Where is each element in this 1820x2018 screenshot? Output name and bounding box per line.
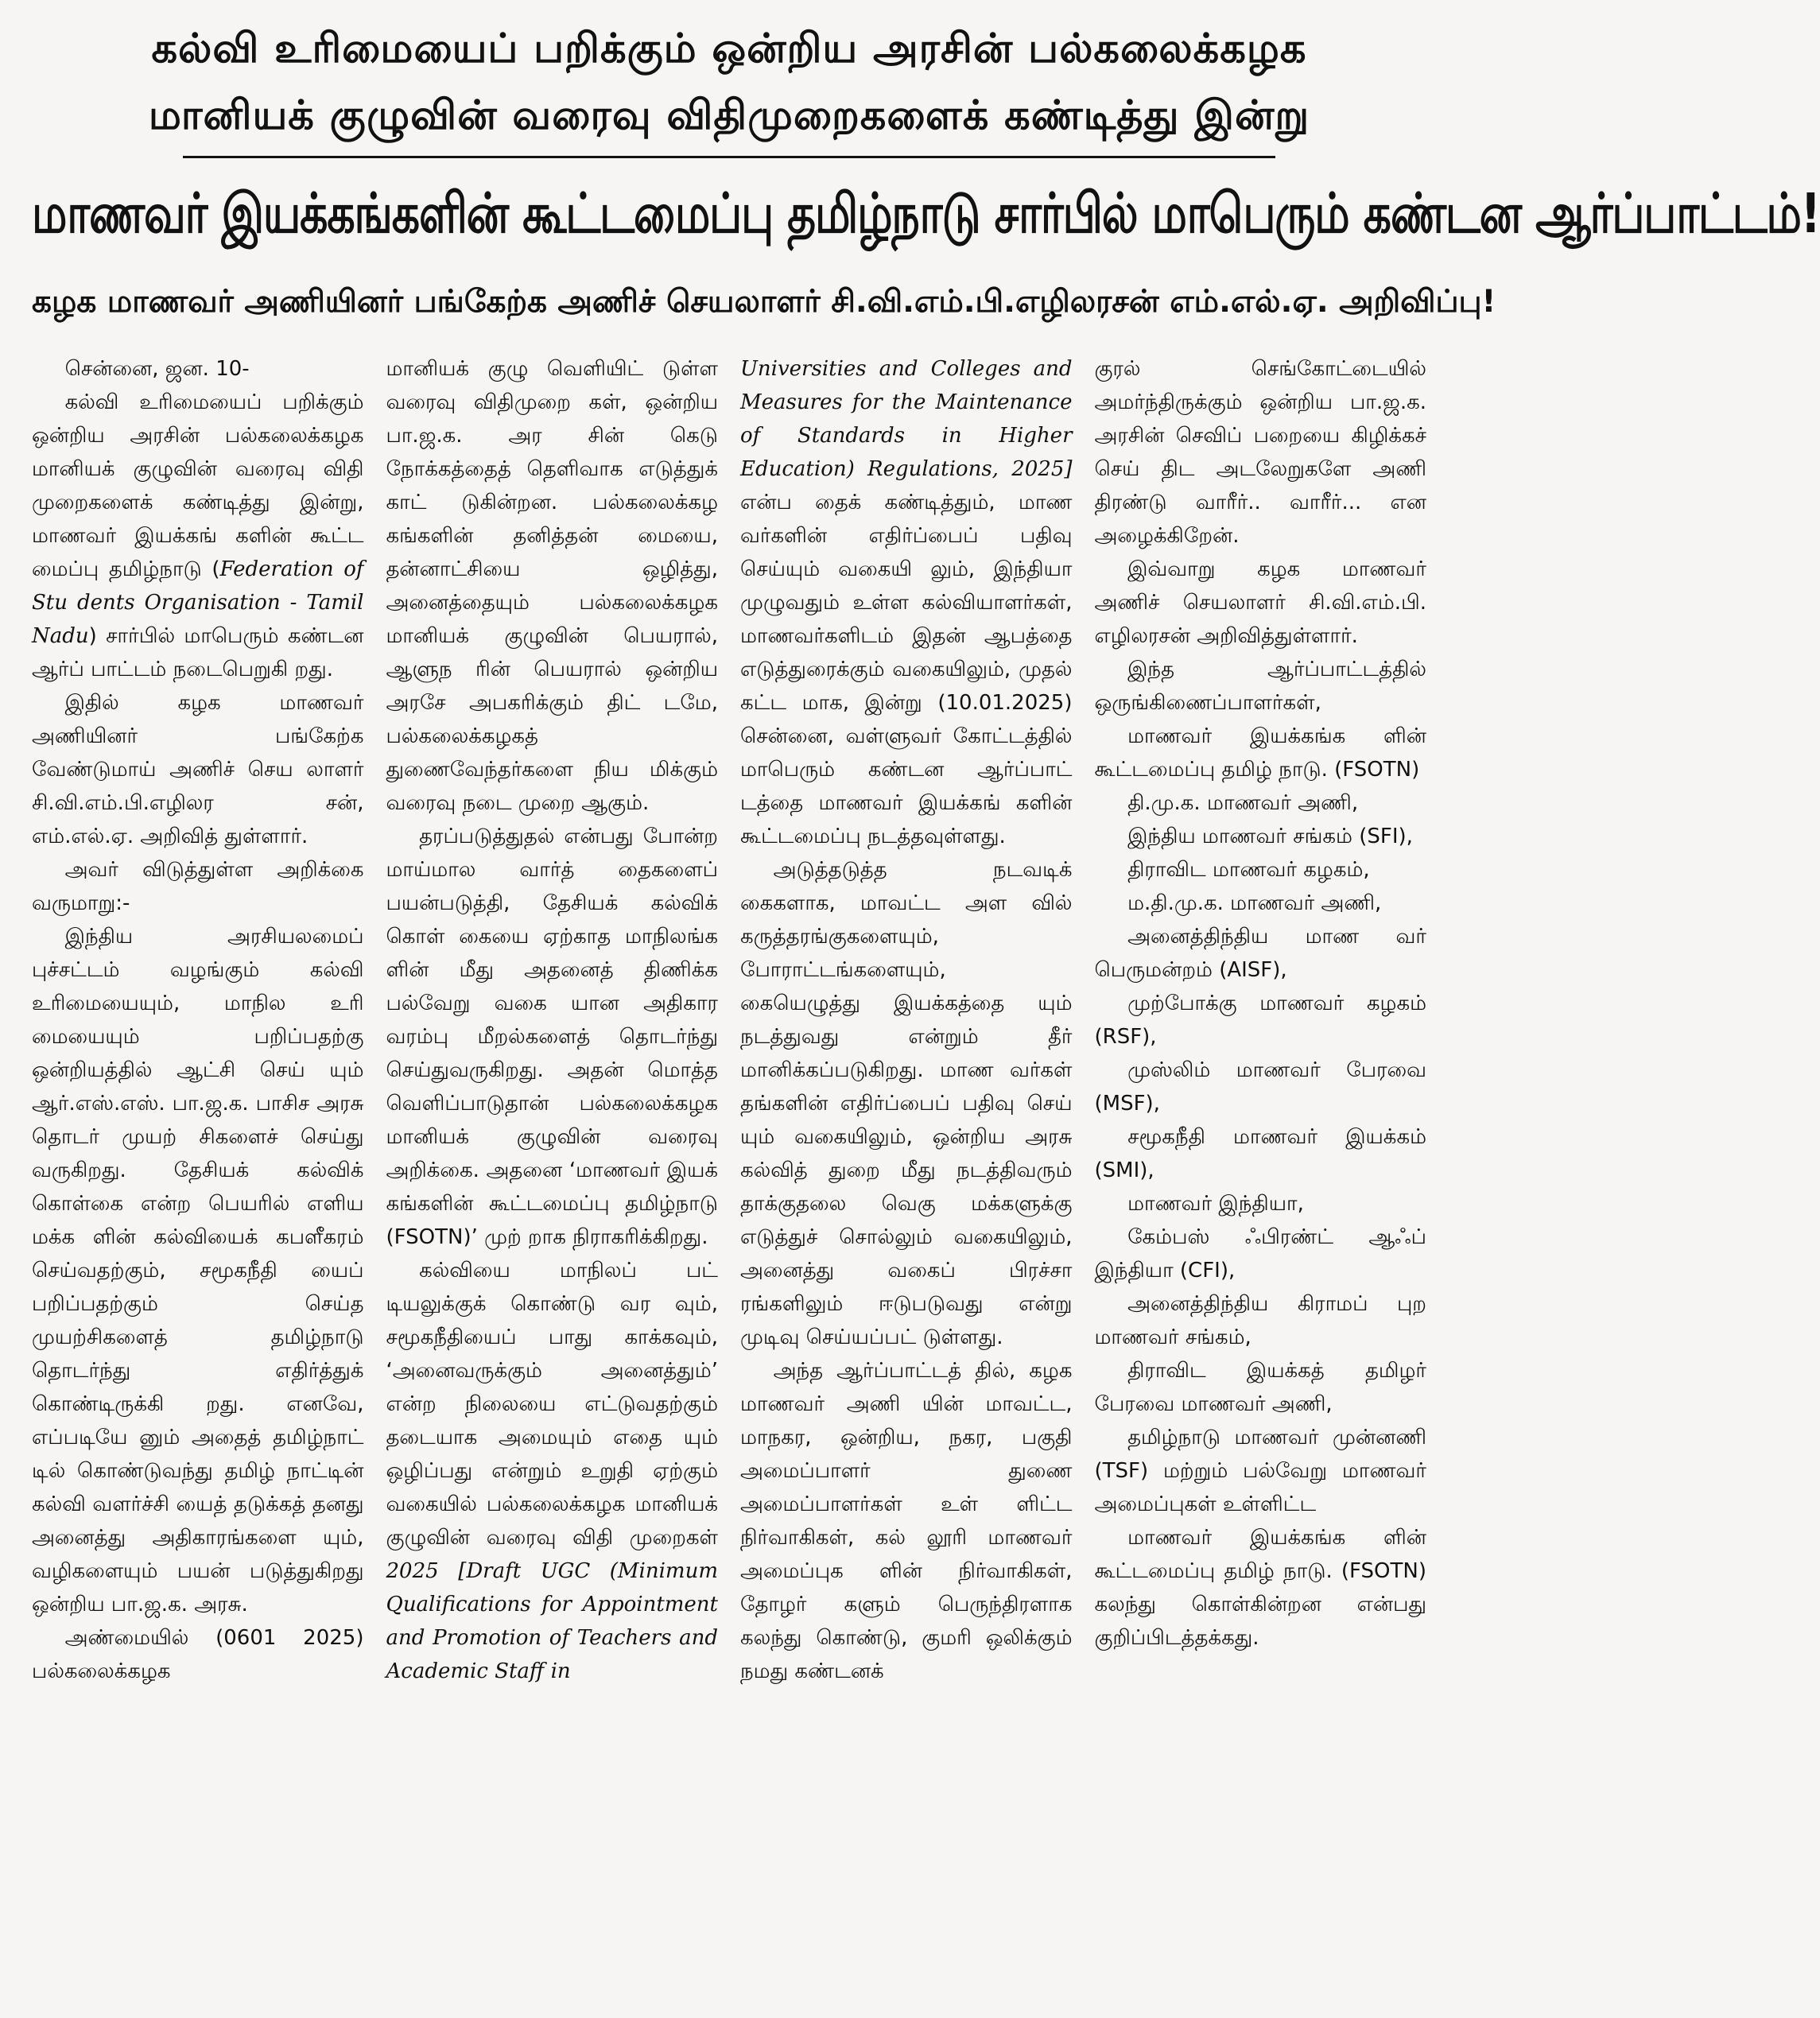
column-1 <box>32 352 364 1946</box>
list-item: அனைத்திந்திய கிராமப் புற மாணவர் சங்கம், <box>1094 1292 1426 1349</box>
list-item: தி.மு.க. மாணவர் அணி, <box>1127 791 1359 815</box>
english-text: Federation of Stu dents Organisation - Tamil Nadu <box>32 557 364 648</box>
kicker-line-1: கல்வி உரிமையைப் பறிக்கும் ஒன்றிய அரசின் பல்கலைக்கழக <box>151 25 1307 72</box>
column-2 <box>386 352 719 1946</box>
list-item: மாணவர் இயக்கங்க ளின் கூட்டமைப்பு தமிழ் நாடு. (FSOTN) கலந்து கொள்கின்றன என்பது குறிப்பிடத்தக்கது. <box>1094 1526 1426 1650</box>
list-item: கேம்பஸ் ஃபிரண்ட் ஆஃப் இந்தியா (CFI), <box>1094 1225 1426 1283</box>
paragraph <box>386 1254 719 1688</box>
paragraph: இந்திய அரசியலமைப் புச்சட்டம் வழங்கும் கல்வி உரிமையையும், மாநில உரி மையையும் பறிப்பதற்கு ஒன்றியத்தில் ஆட்சி செய் யும் ஆர்.எஸ்.எஸ். பா.ஜ.க. பாசிச அரசு தொடர் முயற் சிகளைச் செய்து வருகிறது. தேசியக் கல்விக் கொள்கை என்ற பெயரில் எளிய மக்க ளின் கல்வியைக் கபளீகரம் செய்வதற்கும், சமூகநீதி யைப் பறிப்பதற்கும் செய்த முயற்சிகளைத் தமிழ்நாடு தொடர்ந்து எதிர்த்துக் கொண்டிருக்கி றது. எனவே, எப்படியே னும் அதைத் தமிழ்நாட் டில் கொண்டுவந்து தமிழ் நாட்டின் கல்வி வளர்ச்சி யைத் தடுக்கத் தனது அனைத்து அதிகாரங்களை யும், வழிகளையும் பயன் படுத்துகிறது ஒன்றிய பா.ஜ.க. அரசு. <box>32 925 364 1616</box>
list-item: திராவிட இயக்கத் தமிழர் பேரவை மாணவர் அணி, <box>1094 1359 1426 1416</box>
english-text: Universities and Colleges and Measures for the Maintenance of Standards in Higher Education) Regulations, 2025] <box>740 357 1073 481</box>
paragraph: குரல் செங்கோட்டையில் அமர்ந்திருக்கும் ஒன்றிய பா.ஜ.க. அரசின் செவிப் பறையை கிழிக்கச் செய் திட அடலேறுகளே அணி திரண்டு வாரீர்.. வாரீர்... என அழைக்கிறேன். <box>1094 357 1426 548</box>
paragraph <box>740 352 1073 853</box>
headline: மாணவர் இயக்கங்களின் கூட்டமைப்பு தமிழ்நாடு சார்பில் மாபெரும் கண்டன ஆர்ப்பாட்டம்! <box>32 181 1820 245</box>
paragraph: இவ்வாறு கழக மாணவர் அணிச் செயலாளர் சி.வி.எம்.பி. எழிலரசன் அறிவித்துள்ளார். <box>1094 557 1426 648</box>
text: ) சார்பில் மாபெரும் கண்டன ஆர்ப் பாட்டம் நடைபெறுகி றது. <box>32 624 364 681</box>
list-item: மாணவர் இந்தியா, <box>1127 1192 1304 1216</box>
list-item: மாணவர் இயக்கங்க ளின் கூட்டமைப்பு தமிழ் நாடு. (FSOTN) <box>1094 724 1426 782</box>
list-item: இந்திய மாணவர் சங்கம் (SFI), <box>1127 825 1413 848</box>
paragraph <box>32 386 364 686</box>
paragraph: அண்மையில் (0601 2025) பல்கலைக்கழக <box>32 1626 364 1683</box>
paragraph: அவர் விடுத்துள்ள அறிக்கை வருமாறு:- <box>32 858 364 915</box>
kicker-line-2: மானியக் குழுவின் வரைவு விதிமுறைகளைக் கண்டித்து இன்று <box>148 92 1310 139</box>
paragraph: மானியக் குழு வெளியிட் டுள்ள வரைவு விதிமுறை கள், ஒன்றிய பா.ஜ.க. அர சின் கெடு நோக்கத்தைத் தெளிவாக எடுத்துக் காட் டுகின்றன. பல்கலைக்கழ கங்களின் தனித்தன் மையை, தன்னாட்சியை ஒழித்து, அனைத்தையும் பல்கலைக்கழக மானியக் குழுவின் பெயரால், ஆளுந ரின் பெயரால் ஒன்றிய அரசே அபகரிக்கும் திட் டமே, பல்கலைக்கழகத் துணைவேந்தர்களை நிய மிக்கும் வரைவு நடை முறை ஆகும். <box>386 357 718 815</box>
list-item: முற்போக்கு மாணவர் கழகம் (RSF), <box>1094 992 1426 1049</box>
article-body <box>32 352 1426 1946</box>
column-3 <box>740 352 1073 1946</box>
list-item: அனைத்திந்திய மாண வர் பெருமன்றம் (AISF), <box>1094 925 1426 982</box>
list-item: முஸ்லிம் மாணவர் பேரவை (MSF), <box>1094 1058 1426 1116</box>
text: கல்வியை மாநிலப் பட் டியலுக்குக் கொண்டு வர வும், சமூகநீதியைப் பாது காக்கவும், ‘அனைவருக்கும் அனைத்தும்’ என்ற நிலையை எட்டுவதற்கும் தடையாக அமையும் எதை யும் ஒழிப்பது என்றும் உறுதி ஏற்கும் வகையில் பல்கலைக்கழக மானியக் குழுவின் வரைவு விதி முறைகள் <box>386 1259 718 1550</box>
subheadline: கழக மாணவர் அணியினர் பங்கேற்க அணிச் செயலாளர் சி.வி.எம்.பி.எழிலரசன் எம்.எல்.ஏ. அறிவிப்பு! <box>32 284 1496 320</box>
paragraph: இந்த ஆர்ப்பாட்டத்தில் ஒருங்கிணைப்பாளர்கள், <box>1094 658 1426 715</box>
paragraph: அந்த ஆர்ப்பாட்டத் தில், கழக மாணவர் அணி யின் மாவட்ட, மாநகர, ஒன்றிய, நகர, பகுதி அமைப்பாளர் துணை அமைப்பாளர்கள் உள் ளிட்ட நிர்வாகிகள், கல் லூரி மாணவர் அமைப்புக ளின் நிர்வாகிகள், தோழர் களும் பெருந்திரளாக கலந்து கொண்டு, குமரி ஒலிக்கும் நமது கண்டனக் <box>740 1359 1073 1683</box>
text: என்ப தைக் கண்டித்தும், மாண வர்களின் எதிர்ப்பைப் பதிவு செய்யும் வகையி லும், இந்தியா முழுவதும் உள்ள கல்வியாளர்கள், மாணவர்களிடம் இதன் ஆபத்தை எடுத்துரைக்கும் வகையிலும், முதல் கட்ட மாக, இன்று (10.01.2025) சென்னை, வள்ளுவர் கோட்டத்தில் மாபெரும் கண்டன ஆர்ப்பாட் டத்தை மாணவர் இயக்கங் களின் கூட்டமைப்பு நடத்தவுள்ளது. <box>740 491 1073 848</box>
paragraph: தரப்படுத்துதல் என்பது போன்ற மாய்மால வார்த் தைகளைப் பயன்படுத்தி, தேசியக் கல்விக் கொள் கையை ஏற்காத மாநிலங்க ளின் மீது அதனைத் திணிக்க பல்வேறு வகை யான அதிகார வரம்பு மீறல்களைத் தொடர்ந்து செய்துவருகிறது. அதன் மொத்த வெளிப்பாடுதான் பல்கலைக்கழக மானியக் குழுவின் வரைவு அறிக்கை. அதனை ‘மாணவர் இயக் கங்களின் கூட்டமைப்பு தமிழ்நாடு (FSOTN)’ முற் றாக நிராகரிக்கிறது. <box>386 825 718 1249</box>
list-item: ம.தி.மு.க. மாணவர் அணி, <box>1127 891 1382 915</box>
list-item: சமூகநீதி மாணவர் இயக்கம் (SMI), <box>1094 1125 1426 1182</box>
paragraph: இதில் கழக மாணவர் அணியினர் பங்கேற்க வேண்டுமாய் அணிச் செய லாளர் சி.வி.எம்.பி.எழிலர சன், எம்.எல்.ஏ. அறிவித் துள்ளார். <box>32 691 364 848</box>
dateline: சென்னை, ஜன. 10- <box>64 357 250 381</box>
paragraph: அடுத்தடுத்த நடவடிக் கைகளாக, மாவட்ட அள வில் கருத்தரங்குகளையும், போராட்டங்களையும், கையெழுத்து இயக்கத்தை யும் நடத்துவது என்றும் தீர் மானிக்கப்படுகிறது. மாண வர்கள் தங்களின் எதிர்ப்பைப் பதிவு செய் யும் வகையிலும், ஒன்றிய அரசு கல்வித் துறை மீது நடத்திவரும் தாக்குதலை வெகு மக்களுக்கு எடுத்துச் சொல்லும் வகையிலும், அனைத்து வகைப் பிரச்சா ரங்களிலும் ஈடுபடுவது என்று முடிவு செய்யப்பட் டுள்ளது. <box>740 858 1073 1349</box>
list-item: திராவிட மாணவர் கழகம், <box>1127 858 1370 882</box>
column-4 <box>1095 352 1427 1946</box>
list-item: தமிழ்நாடு மாணவர் முன்னணி (TSF) மற்றும் பல்வேறு மாணவர் அமைப்புகள் உள்ளிட்ட <box>1094 1426 1426 1516</box>
text: கல்வி உரிமையைப் பறிக்கும் ஒன்றிய அரசின் பல்கலைக்கழக மானியக் குழுவின் வரைவு விதி முறைகளைக் கண்டித்து இன்று, மாணவர் இயக்கங் களின் கூட்ட மைப்பு தமிழ்நாடு ( <box>32 390 364 581</box>
english-text: 2025 [Draft UGC (Minimum Qualifications for Appointment and Promotion of Teachers and Academic Staff in <box>386 1559 718 1683</box>
